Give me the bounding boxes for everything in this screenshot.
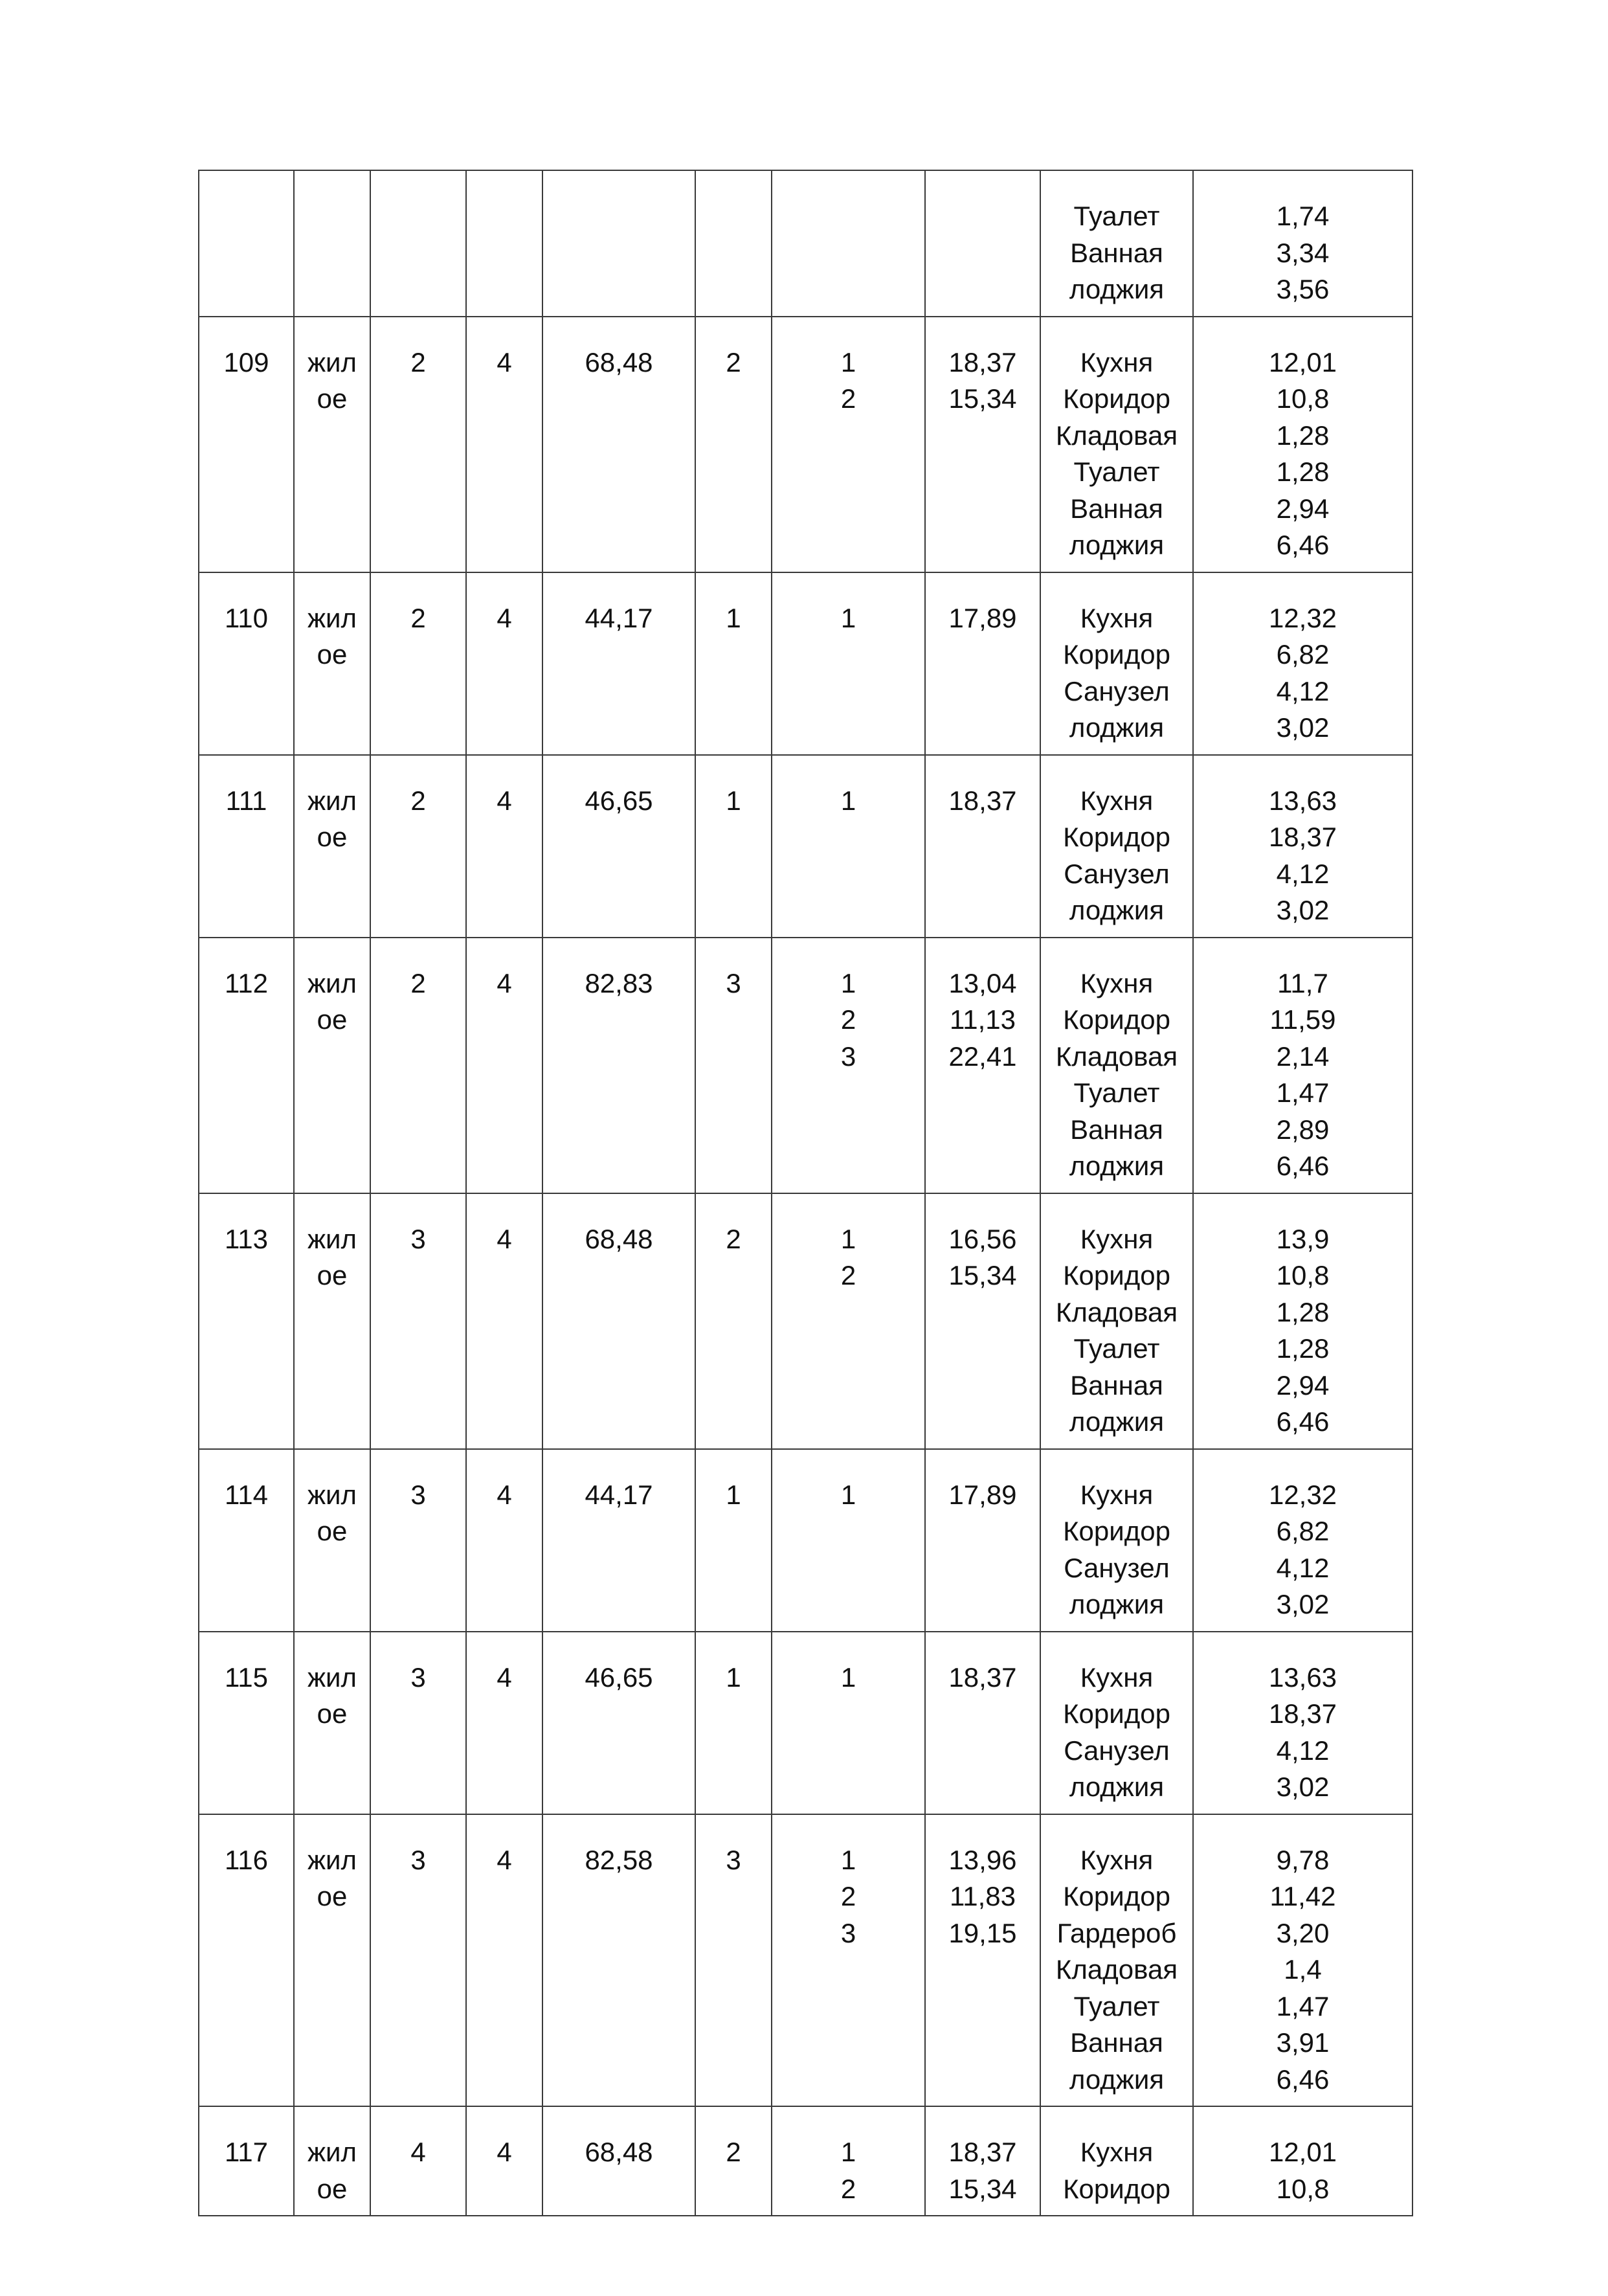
rooms-count-cell: 1 xyxy=(695,1449,772,1632)
total-area-cell: 44,17 xyxy=(542,572,695,755)
rooms-count-cell: 1 xyxy=(695,572,772,755)
table-row xyxy=(199,572,1413,755)
premises-type-cell: жил ое xyxy=(294,1632,370,1814)
apartment-number-cell: 110 xyxy=(199,572,294,755)
floor-cell: 2 xyxy=(370,317,466,572)
rooms-count-cell: 2 xyxy=(695,1193,772,1449)
table-row xyxy=(199,1814,1413,2107)
floor-cell: 3 xyxy=(370,1632,466,1814)
floors-total-cell: 4 xyxy=(466,938,542,1193)
total-area-cell: 44,17 xyxy=(542,1449,695,1632)
auxiliary-rooms-cell: Кухня Коридор Санузел лоджия xyxy=(1040,1632,1193,1814)
auxiliary-areas-cell: 11,7 11,59 2,14 1,47 2,89 6,46 xyxy=(1193,938,1413,1193)
auxiliary-areas-cell: 9,78 11,42 3,20 1,4 1,47 3,91 6,46 xyxy=(1193,1814,1413,2107)
apartment-number-cell: 111 xyxy=(199,755,294,938)
room-areas-cell: 18,37 xyxy=(925,755,1040,938)
room-areas-cell: 18,37 15,34 xyxy=(925,2106,1040,2216)
total-area-cell: 46,65 xyxy=(542,1632,695,1814)
room-numbers-cell: 1 2 xyxy=(772,317,925,572)
apartment-number-cell: 114 xyxy=(199,1449,294,1632)
rooms-count-cell: 3 xyxy=(695,938,772,1193)
room-areas-cell xyxy=(925,170,1040,317)
floor-cell: 3 xyxy=(370,1814,466,2107)
floors-total-cell: 4 xyxy=(466,1632,542,1814)
table-row xyxy=(199,1449,1413,1632)
room-numbers-cell: 1 2 xyxy=(772,2106,925,2216)
total-area-cell: 68,48 xyxy=(542,2106,695,2216)
auxiliary-rooms-cell: Кухня Коридор Кладовая Туалет Ванная лоджия xyxy=(1040,938,1193,1193)
premises-type-cell: жил ое xyxy=(294,1193,370,1449)
apartment-number-cell xyxy=(199,170,294,317)
rooms-count-cell: 2 xyxy=(695,317,772,572)
apartment-number-cell: 113 xyxy=(199,1193,294,1449)
auxiliary-areas-cell: 12,32 6,82 4,12 3,02 xyxy=(1193,572,1413,755)
auxiliary-areas-cell: 13,63 18,37 4,12 3,02 xyxy=(1193,755,1413,938)
premises-type-cell: жил ое xyxy=(294,317,370,572)
floor-cell: 2 xyxy=(370,938,466,1193)
room-areas-cell: 16,56 15,34 xyxy=(925,1193,1040,1449)
total-area-cell: 82,58 xyxy=(542,1814,695,2107)
premises-type-cell xyxy=(294,170,370,317)
auxiliary-areas-cell: 13,63 18,37 4,12 3,02 xyxy=(1193,1632,1413,1814)
table-row xyxy=(199,1193,1413,1449)
apartment-number-cell: 117 xyxy=(199,2106,294,2216)
floors-total-cell: 4 xyxy=(466,2106,542,2216)
floors-total-cell: 4 xyxy=(466,572,542,755)
room-numbers-cell: 1 xyxy=(772,755,925,938)
floor-cell: 3 xyxy=(370,1193,466,1449)
auxiliary-areas-cell: 12,32 6,82 4,12 3,02 xyxy=(1193,1449,1413,1632)
rooms-count-cell: 2 xyxy=(695,2106,772,2216)
room-numbers-cell: 1 2 3 xyxy=(772,1814,925,2107)
premises-type-cell: жил ое xyxy=(294,572,370,755)
auxiliary-rooms-cell: Туалет Ванная лоджия xyxy=(1040,170,1193,317)
room-areas-cell: 17,89 xyxy=(925,572,1040,755)
total-area-cell: 68,48 xyxy=(542,1193,695,1449)
floor-cell xyxy=(370,170,466,317)
room-numbers-cell: 1 2 3 xyxy=(772,938,925,1193)
room-areas-cell: 13,04 11,13 22,41 xyxy=(925,938,1040,1193)
auxiliary-rooms-cell: Кухня Коридор Санузел лоджия xyxy=(1040,572,1193,755)
apartment-number-cell: 116 xyxy=(199,1814,294,2107)
total-area-cell: 82,83 xyxy=(542,938,695,1193)
auxiliary-areas-cell: 12,01 10,8 xyxy=(1193,2106,1413,2216)
room-areas-cell: 17,89 xyxy=(925,1449,1040,1632)
total-area-cell: 68,48 xyxy=(542,317,695,572)
table-row xyxy=(199,2106,1413,2216)
auxiliary-rooms-cell: Кухня Коридор Санузел лоджия xyxy=(1040,1449,1193,1632)
premises-type-cell: жил ое xyxy=(294,755,370,938)
floors-total-cell: 4 xyxy=(466,1449,542,1632)
floor-cell: 4 xyxy=(370,2106,466,2216)
auxiliary-areas-cell: 13,9 10,8 1,28 1,28 2,94 6,46 xyxy=(1193,1193,1413,1449)
floors-total-cell: 4 xyxy=(466,317,542,572)
auxiliary-rooms-cell: Кухня Коридор Санузел лоджия xyxy=(1040,755,1193,938)
apartment-number-cell: 115 xyxy=(199,1632,294,1814)
room-numbers-cell xyxy=(772,170,925,317)
room-areas-cell: 18,37 xyxy=(925,1632,1040,1814)
floor-cell: 2 xyxy=(370,755,466,938)
room-numbers-cell: 1 xyxy=(772,1632,925,1814)
rooms-count-cell: 1 xyxy=(695,1632,772,1814)
auxiliary-rooms-cell: Кухня Коридор Кладовая Туалет Ванная лоджия xyxy=(1040,317,1193,572)
apartment-number-cell: 109 xyxy=(199,317,294,572)
floors-total-cell: 4 xyxy=(466,1814,542,2107)
premises-type-cell: жил ое xyxy=(294,1449,370,1632)
room-numbers-cell: 1 2 xyxy=(772,1193,925,1449)
auxiliary-rooms-cell: Кухня Коридор Гардероб Кладовая Туалет Ванная лоджия xyxy=(1040,1814,1193,2107)
auxiliary-areas-cell: 1,74 3,34 3,56 xyxy=(1193,170,1413,317)
floors-total-cell: 4 xyxy=(466,755,542,938)
floors-total-cell xyxy=(466,170,542,317)
apartments-table xyxy=(198,170,1413,2216)
floor-cell: 3 xyxy=(370,1449,466,1632)
rooms-count-cell: 1 xyxy=(695,755,772,938)
room-numbers-cell: 1 xyxy=(772,1449,925,1632)
premises-type-cell: жил ое xyxy=(294,2106,370,2216)
table-row xyxy=(199,938,1413,1193)
floors-total-cell: 4 xyxy=(466,1193,542,1449)
auxiliary-rooms-cell: Кухня Коридор xyxy=(1040,2106,1193,2216)
auxiliary-areas-cell: 12,01 10,8 1,28 1,28 2,94 6,46 xyxy=(1193,317,1413,572)
table-row xyxy=(199,755,1413,938)
table-row xyxy=(199,1632,1413,1814)
room-areas-cell: 13,96 11,83 19,15 xyxy=(925,1814,1040,2107)
rooms-count-cell: 3 xyxy=(695,1814,772,2107)
room-numbers-cell: 1 xyxy=(772,572,925,755)
premises-type-cell: жил ое xyxy=(294,938,370,1193)
total-area-cell: 46,65 xyxy=(542,755,695,938)
table-row xyxy=(199,170,1413,317)
room-areas-cell: 18,37 15,34 xyxy=(925,317,1040,572)
total-area-cell xyxy=(542,170,695,317)
rooms-count-cell xyxy=(695,170,772,317)
table-row xyxy=(199,317,1413,572)
premises-type-cell: жил ое xyxy=(294,1814,370,2107)
auxiliary-rooms-cell: Кухня Коридор Кладовая Туалет Ванная лоджия xyxy=(1040,1193,1193,1449)
floor-cell: 2 xyxy=(370,572,466,755)
apartment-number-cell: 112 xyxy=(199,938,294,1193)
